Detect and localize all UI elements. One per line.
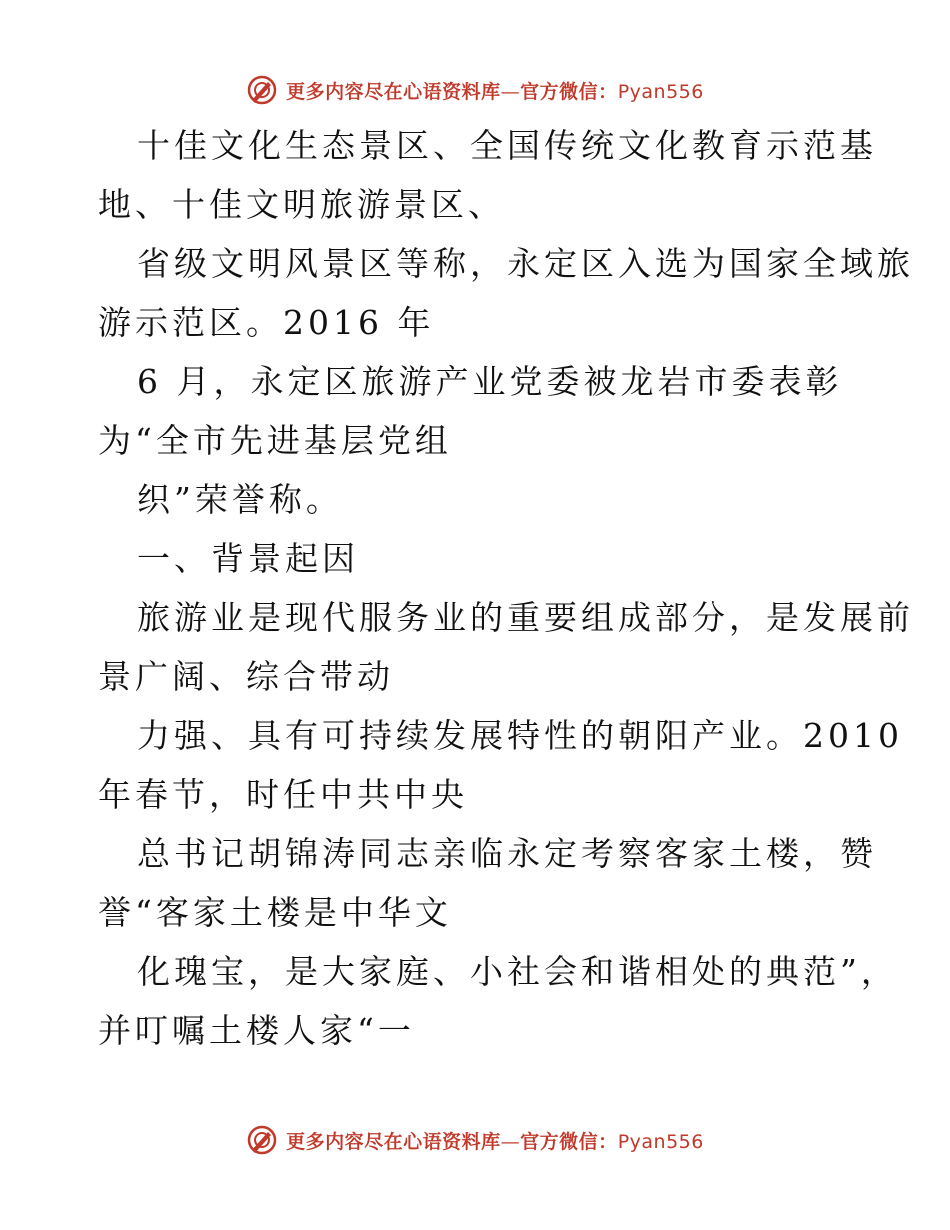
footer-banner-text bbox=[286, 1127, 704, 1154]
header-brand-text: 更多内容尽在心语资料库 bbox=[286, 80, 501, 103]
header-separator: — bbox=[500, 80, 521, 103]
footer-separator: — bbox=[500, 1130, 521, 1153]
header-wechat-label: 官方微信： bbox=[520, 80, 618, 103]
text-line: 总书记胡锦涛同志亲临永定考察客家土楼，赞 bbox=[137, 834, 877, 873]
text-line: 年春节，时任中共中央 bbox=[98, 775, 468, 814]
text-line: 游示范区。2016 年 bbox=[98, 303, 435, 342]
footer-brand-text: 更多内容尽在心语资料库 bbox=[286, 1130, 501, 1153]
text-line: 为“全市先进基层党组 bbox=[98, 421, 452, 460]
brand-logo-icon bbox=[246, 74, 278, 106]
text-line: 化瑰宝，是大家庭、小社会和谐相处的典范”， bbox=[137, 952, 898, 991]
text-line: 地、十佳文明旅游景区、 bbox=[98, 185, 505, 224]
text-line: 誉“客家土楼是中华文 bbox=[98, 893, 452, 932]
text-line: 景广阔、综合带动 bbox=[98, 657, 394, 696]
text-line: 织”荣誉称。 bbox=[137, 480, 343, 519]
header-banner-text bbox=[286, 77, 704, 104]
section-heading: 一、背景起因 bbox=[137, 539, 359, 578]
text-line: 力强、具有可持续发展特性的朝阳产业。2010 bbox=[137, 716, 903, 755]
footer-wechat-id: Pyan556 bbox=[617, 1130, 704, 1153]
text-line: 旅游业是现代服务业的重要组成部分，是发展前 bbox=[137, 598, 914, 637]
text-line: 十佳文化生态景区、全国传统文化教育示范基 bbox=[137, 126, 877, 165]
header-banner bbox=[0, 70, 950, 110]
text-line: 省级文明风景区等称，永定区入选为国家全域旅 bbox=[137, 244, 914, 283]
header-wechat-id: Pyan556 bbox=[617, 80, 704, 103]
footer-wechat-label: 官方微信： bbox=[520, 1130, 618, 1153]
text-line: 6 月，永定区旅游产业党委被龙岩市委表彰 bbox=[137, 362, 843, 401]
brand-logo-icon bbox=[246, 1124, 278, 1156]
text-line: 并叮嘱土楼人家“一 bbox=[98, 1011, 415, 1050]
footer-banner bbox=[0, 1120, 950, 1160]
